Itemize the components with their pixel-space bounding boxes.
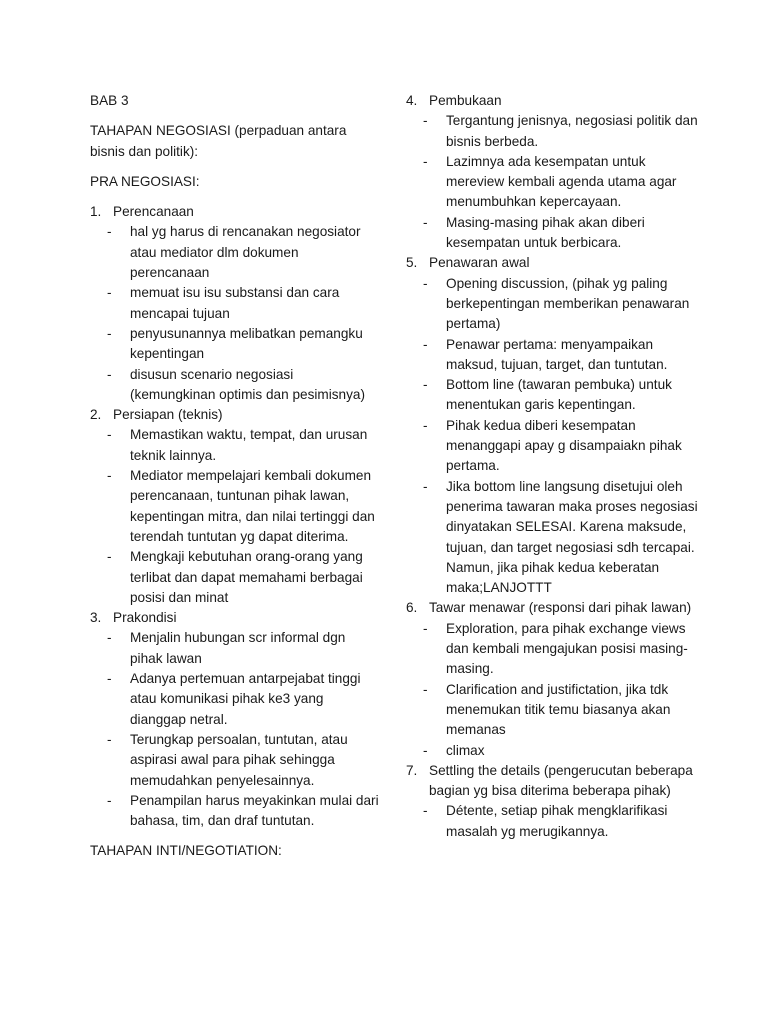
item-number: 6. bbox=[406, 600, 418, 616]
list-item-persiapan bbox=[90, 405, 380, 425]
chapter-heading: BAB 3 bbox=[90, 93, 129, 108]
dash-bullet: - bbox=[423, 377, 428, 393]
sub-item bbox=[90, 222, 380, 283]
dash-bullet: - bbox=[107, 224, 112, 240]
sub-item-text: Memastikan waktu, tempat, dan urusan teknik lainnya. bbox=[130, 427, 368, 463]
list-item-prakondisi bbox=[90, 608, 380, 628]
sub-item bbox=[406, 335, 706, 376]
dash-bullet: - bbox=[107, 427, 112, 443]
pre-negotiation-title: PRA NEGOSIASI: bbox=[90, 173, 200, 189]
dash-bullet: - bbox=[107, 325, 112, 341]
dash-bullet: - bbox=[423, 803, 428, 819]
list-item-penawaran-awal bbox=[406, 253, 706, 273]
sub-item-text: penyusunannya melibatkan pemangku kepentingan bbox=[130, 325, 363, 362]
dash-bullet: - bbox=[107, 468, 112, 484]
sub-item bbox=[406, 741, 706, 761]
dash-bullet: - bbox=[107, 549, 112, 565]
dash-bullet: - bbox=[107, 285, 112, 301]
sub-item-text: Menjalin hubungan scr informal dgn pihak lawan bbox=[130, 630, 346, 666]
sub-item bbox=[406, 619, 706, 680]
item-title: Persiapan (teknis) bbox=[113, 407, 223, 423]
sub-item bbox=[90, 425, 380, 466]
dash-bullet: - bbox=[107, 792, 112, 808]
sub-item-text: Terungkap persoalan, tuntutan, atau aspirasi awal para pihak sehingga memudahkan penyelesainnya. bbox=[130, 731, 348, 788]
list-item-settling-details bbox=[406, 761, 706, 802]
sub-item bbox=[90, 547, 380, 608]
sub-item bbox=[406, 375, 706, 416]
dash-bullet: - bbox=[423, 153, 428, 169]
sub-item bbox=[90, 283, 380, 324]
sub-item-text: Tergantung jenisnya, negosiasi politik dan bisnis berbeda. bbox=[446, 113, 698, 149]
item-title: Perencanaan bbox=[113, 204, 194, 220]
sub-item-text: Exploration, para pihak exchange views dan kembali mengajukan posisi masing-masing. bbox=[446, 620, 688, 677]
list-item-tawar-menawar bbox=[406, 598, 706, 618]
dash-bullet: - bbox=[107, 366, 112, 382]
sub-item-text: Mediator mempelajari kembali dokumen perencanaan, tuntunan pihak lawan, kepentingan mitra, dan nilai tertinggi dan terendah tuntutan yg dapat diterima. bbox=[130, 468, 375, 544]
sub-item-text: Penampilan harus meyakinkan mulai dari bahasa, tim, dan draf tuntutan. bbox=[130, 792, 379, 829]
sub-item bbox=[90, 466, 380, 547]
item-title: Settling the details (pengerucutan beberapa bagian yg bisa diterima beberapa pihak) bbox=[429, 762, 693, 799]
item-number: 3. bbox=[90, 610, 102, 626]
sub-item-text: Pihak kedua diberi kesempatan menanggapi apay g disampaiakn pihak pertama. bbox=[446, 417, 682, 474]
item-number: 4. bbox=[406, 93, 418, 108]
dash-bullet: - bbox=[423, 275, 428, 291]
item-number: 5. bbox=[406, 255, 418, 271]
sub-item-text: Bottom line (tawaran pembuka) untuk menentukan garis kepentingan. bbox=[446, 377, 672, 413]
dash-bullet: - bbox=[423, 113, 428, 129]
sub-item-text: Masing-masing pihak akan diberi kesempatan untuk berbicara. bbox=[446, 214, 645, 251]
item-title: Tawar menawar (responsi dari pihak lawan) bbox=[429, 600, 692, 616]
sub-item-text: climax bbox=[446, 742, 485, 758]
sub-item-text: disusun scenario negosiasi (kemungkinan optimis dan pesimisnya) bbox=[130, 366, 365, 402]
sub-item bbox=[406, 680, 706, 741]
sub-item bbox=[406, 477, 706, 599]
item-number: 7. bbox=[406, 762, 418, 778]
dash-bullet: - bbox=[423, 742, 428, 758]
sub-item bbox=[406, 274, 706, 335]
sub-item bbox=[406, 416, 706, 477]
dash-bullet: - bbox=[423, 681, 428, 697]
sub-item bbox=[90, 628, 380, 669]
sub-item-text: memuat isu isu substansi dan cara mencapai tujuan bbox=[130, 285, 340, 321]
item-title: Pembukaan bbox=[429, 93, 502, 108]
item-number: 2. bbox=[90, 407, 102, 423]
sub-item bbox=[406, 213, 706, 254]
sub-item-text: Adanya pertemuan antarpejabat tinggi atau komunikasi pihak ke3 yang dianggap netral. bbox=[130, 671, 361, 727]
sub-item-text: Opening discussion, (pihak yg paling berkepentingan memberikan penawaran pertama) bbox=[446, 275, 690, 332]
core-negotiation-title: TAHAPAN INTI/NEGOTIATION: bbox=[90, 843, 282, 859]
item-title: Penawaran awal bbox=[429, 255, 530, 271]
right-column bbox=[406, 91, 706, 842]
sub-item-text: Clarification and justifictation, jika tdk menemukan titik temu biasanya akan memanas bbox=[446, 681, 671, 738]
sub-item bbox=[90, 791, 380, 832]
sub-item-text: Lazimnya ada kesempatan untuk mereview kembali agenda utama agar menumbuhkan kepercayaan. bbox=[446, 153, 677, 210]
sub-item-text: Jika bottom line langsung disetujui oleh penerima tawaran maka proses negosiasi dinyatakan SELESAI. Karena maksude, tujuan, dan target negosiasi sdh tercapai. Namun, jika pihak kedua keberatan maka;LANJOTTT bbox=[446, 478, 698, 596]
item-number: 1. bbox=[90, 204, 102, 220]
dash-bullet: - bbox=[107, 731, 112, 747]
sub-item bbox=[406, 111, 706, 152]
sub-item bbox=[90, 365, 380, 406]
dash-bullet: - bbox=[107, 630, 112, 646]
intro-text: TAHAPAN NEGOSIASI (perpaduan antara bisnis dan politik): bbox=[90, 123, 347, 159]
dash-bullet: - bbox=[423, 214, 428, 230]
sub-item-text: hal yg harus di rencanakan negosiator atau mediator dlm dokumen perencanaan bbox=[130, 224, 361, 281]
dash-bullet: - bbox=[423, 478, 428, 494]
sub-item bbox=[90, 669, 380, 730]
item-title: Prakondisi bbox=[113, 610, 177, 626]
sub-item-text: Détente, setiap pihak mengklarifikasi masalah yg merugikannya. bbox=[446, 803, 668, 839]
left-column bbox=[90, 91, 380, 872]
dash-bullet: - bbox=[423, 336, 428, 352]
list-item-perencanaan bbox=[90, 202, 380, 222]
dash-bullet: - bbox=[423, 417, 428, 433]
dash-bullet: - bbox=[423, 620, 428, 636]
sub-item bbox=[90, 324, 380, 365]
sub-item-text: Mengkaji kebutuhan orang-orang yang terlibat dan dapat memahami berbagai posisi dan minat bbox=[130, 549, 363, 605]
sub-item bbox=[406, 152, 706, 213]
sub-item bbox=[90, 730, 380, 791]
list-item-pembukaan bbox=[406, 91, 706, 111]
sub-item bbox=[406, 801, 706, 842]
sub-item-text: Penawar pertama: menyampaikan maksud, tujuan, target, dan tuntutan. bbox=[446, 336, 668, 372]
dash-bullet: - bbox=[107, 671, 112, 687]
